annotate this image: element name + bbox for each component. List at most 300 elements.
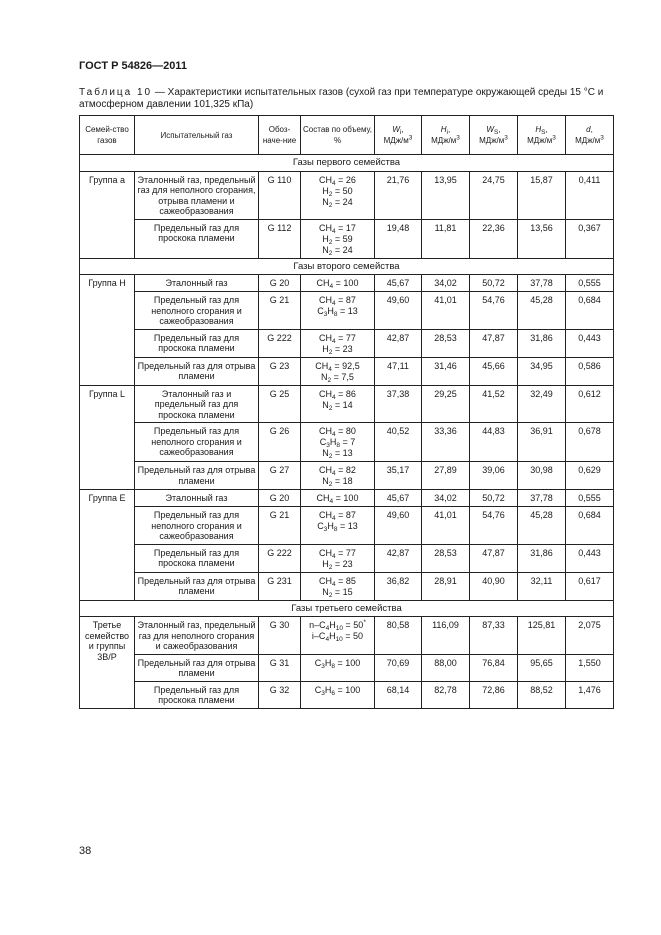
composition-part: 4 bbox=[332, 580, 336, 588]
composition-part: CH bbox=[315, 360, 329, 371]
value-hi: 41,01 bbox=[422, 507, 470, 545]
composition-part: 2 bbox=[328, 190, 333, 198]
composition-line bbox=[303, 631, 372, 642]
value-hi: 82,78 bbox=[422, 681, 470, 708]
value-hi: 88,00 bbox=[422, 654, 470, 681]
composition-part: 4 bbox=[332, 470, 336, 477]
table-row bbox=[80, 423, 614, 462]
gas-name: Предельный газ для неполного сгорания и сажеобразования bbox=[135, 507, 259, 545]
composition-part: CH bbox=[319, 465, 333, 475]
value-d: 0,684 bbox=[566, 292, 614, 330]
composition-part: = 14 bbox=[332, 399, 353, 410]
gas-name: Эталонный газ, предельный газ для неполного сгорания, отрыва пламени и сажеобразования bbox=[135, 171, 259, 219]
value-ws: 47,87 bbox=[470, 544, 518, 572]
gas-code: G 222 bbox=[259, 544, 301, 572]
value-wi: 36,82 bbox=[375, 572, 422, 600]
composition bbox=[301, 329, 375, 357]
value-wi: 42,87 bbox=[375, 544, 422, 572]
group-name: Группа а bbox=[80, 171, 135, 258]
composition-line bbox=[303, 295, 372, 306]
composition-line bbox=[303, 448, 372, 459]
value-d: 1,550 bbox=[566, 654, 614, 681]
composition bbox=[301, 171, 375, 219]
composition-part: C bbox=[319, 437, 327, 447]
composition-line bbox=[303, 426, 372, 437]
value-hi: 33,36 bbox=[422, 423, 470, 462]
composition-line bbox=[303, 245, 372, 256]
value-hs: 32,49 bbox=[518, 385, 566, 423]
table-row bbox=[80, 490, 614, 507]
composition-part: 2 bbox=[328, 591, 333, 599]
value-d: 0,612 bbox=[566, 385, 614, 423]
group-name: Группа E bbox=[80, 490, 135, 601]
composition-part: = 100 bbox=[334, 684, 361, 695]
family-title: Газы второго семейства bbox=[80, 258, 614, 275]
gas-code: G 25 bbox=[259, 385, 301, 423]
table-row bbox=[80, 617, 614, 655]
value-wi: 68,14 bbox=[375, 681, 422, 708]
table-row bbox=[80, 507, 614, 545]
composition-part: CH bbox=[319, 547, 333, 558]
composition-part: H bbox=[322, 185, 329, 196]
gas-name: Предельный газ для отрыва пламени bbox=[135, 654, 259, 681]
composition-part: i–C bbox=[311, 631, 326, 641]
composition-part: 4 bbox=[325, 636, 330, 643]
composition-part: CH bbox=[319, 174, 333, 185]
value-wi: 35,17 bbox=[375, 462, 422, 490]
composition-part: H bbox=[329, 620, 336, 630]
table-row bbox=[80, 572, 614, 600]
composition-part: N bbox=[322, 476, 329, 486]
composition-part: H bbox=[322, 343, 329, 354]
value-ws: 24,75 bbox=[470, 171, 518, 219]
gas-code: G 21 bbox=[259, 292, 301, 330]
value-hi: 27,89 bbox=[422, 462, 470, 490]
value-d: 0,411 bbox=[566, 171, 614, 219]
value-d: 0,443 bbox=[566, 329, 614, 357]
value-hi: 34,02 bbox=[422, 490, 470, 507]
composition-part: C bbox=[314, 657, 322, 668]
composition bbox=[301, 572, 375, 600]
composition-part: H bbox=[329, 631, 336, 641]
family-row bbox=[80, 155, 614, 172]
composition-part: 10 bbox=[335, 636, 343, 643]
gas-code: G 21 bbox=[259, 507, 301, 545]
value-hs: 37,78 bbox=[518, 275, 566, 292]
header-designation: Обоз-наче-ние bbox=[259, 116, 301, 155]
composition-line bbox=[303, 476, 372, 487]
composition-part: = 86 bbox=[335, 388, 356, 399]
gas-name: Предельный газ для отрыва пламени bbox=[135, 357, 259, 385]
composition-part: = 92,5 bbox=[331, 360, 360, 371]
composition-line bbox=[303, 278, 372, 289]
document-header: ГОСТ Р 54826—2011 bbox=[79, 60, 187, 72]
value-hs: 88,52 bbox=[518, 681, 566, 708]
value-hs: 125,81 bbox=[518, 617, 566, 655]
composition-line bbox=[303, 576, 372, 587]
composition-part: = 24 bbox=[332, 196, 353, 207]
composition-part: = 15 bbox=[332, 586, 353, 597]
composition-part: CH bbox=[319, 510, 333, 520]
gas-characteristics-table bbox=[79, 115, 614, 709]
table-row bbox=[80, 292, 614, 330]
value-hi: 28,91 bbox=[422, 572, 470, 600]
gas-code: G 112 bbox=[259, 219, 301, 258]
composition-part: = 50 bbox=[342, 631, 364, 641]
composition-line bbox=[303, 559, 372, 570]
composition-part: = 100 bbox=[333, 493, 359, 503]
gas-code: G 20 bbox=[259, 490, 301, 507]
family-row bbox=[80, 258, 614, 275]
value-hs: 37,78 bbox=[518, 490, 566, 507]
table-row bbox=[80, 219, 614, 258]
header-composition: Состав по объему, % bbox=[301, 116, 375, 155]
composition-line bbox=[303, 465, 372, 476]
value-ws: 50,72 bbox=[470, 275, 518, 292]
composition-line bbox=[303, 234, 372, 245]
value-hs: 13,56 bbox=[518, 219, 566, 258]
header-family: Семей-ство газов bbox=[80, 116, 135, 155]
value-ws: 87,33 bbox=[470, 617, 518, 655]
composition-line bbox=[303, 658, 372, 669]
composition-line bbox=[303, 223, 372, 234]
value-wi: 70,69 bbox=[375, 654, 422, 681]
gas-name: Эталонный газ и предельный газ для проскока пламени bbox=[135, 385, 259, 423]
composition-part: = 17 bbox=[335, 222, 356, 233]
gas-code: G 23 bbox=[259, 357, 301, 385]
value-hs: 15,87 bbox=[518, 171, 566, 219]
composition-part: N bbox=[322, 399, 329, 410]
value-hs: 32,11 bbox=[518, 572, 566, 600]
table-caption-text: — Характеристики испытательных газов (сухой газ при температуре окружающей среды 15 °С и атмосферном давлении 101,325 кПа) bbox=[79, 87, 604, 110]
composition bbox=[301, 219, 375, 258]
composition-line bbox=[303, 400, 372, 411]
group-name: Группа H bbox=[80, 275, 135, 386]
composition-part: 6 bbox=[331, 689, 335, 697]
value-ws: 39,06 bbox=[470, 462, 518, 490]
composition-part: 2 bbox=[328, 481, 333, 488]
composition-part: 2 bbox=[328, 404, 333, 412]
value-ws: 76,84 bbox=[470, 654, 518, 681]
composition-part: n–C bbox=[309, 620, 326, 630]
gas-name: Эталонный газ, предельный газ для неполного сгорания и сажеобразования bbox=[135, 617, 259, 655]
header-gas: Испытательный газ bbox=[135, 116, 259, 155]
composition-line bbox=[303, 186, 372, 197]
gas-code: G 32 bbox=[259, 681, 301, 708]
composition-part: H bbox=[322, 558, 329, 569]
header-wi: $W_i$, МДж/$м^3$ bbox=[375, 116, 422, 155]
composition-part: 4 bbox=[332, 393, 336, 401]
table-header-row bbox=[80, 116, 614, 155]
gas-name: Предельный газ для проскока пламени bbox=[135, 219, 259, 258]
composition-line bbox=[303, 372, 372, 383]
composition-part: 4 bbox=[329, 283, 334, 290]
composition-part: CH bbox=[319, 426, 333, 436]
value-hi: 31,46 bbox=[422, 357, 470, 385]
gas-name: Эталонный газ bbox=[135, 275, 259, 292]
value-d: 0,586 bbox=[566, 357, 614, 385]
value-hs: 30,98 bbox=[518, 462, 566, 490]
composition bbox=[301, 292, 375, 330]
value-wi: 42,87 bbox=[375, 329, 422, 357]
gas-code: G 20 bbox=[259, 275, 301, 292]
composition-part: N bbox=[321, 371, 328, 382]
composition-part: 4 bbox=[332, 552, 336, 560]
composition-part: 2 bbox=[328, 201, 333, 209]
composition-part: CH bbox=[316, 493, 330, 503]
composition bbox=[301, 462, 375, 490]
value-hs: 31,86 bbox=[518, 544, 566, 572]
family-title: Газы первого семейства bbox=[80, 155, 614, 172]
value-hi: 116,09 bbox=[422, 617, 470, 655]
value-wi: 40,52 bbox=[375, 423, 422, 462]
value-hi: 28,53 bbox=[422, 544, 470, 572]
composition-part: H bbox=[322, 233, 329, 244]
composition-part: 3 bbox=[323, 526, 328, 533]
composition-part: H bbox=[324, 684, 332, 695]
table-row bbox=[80, 357, 614, 385]
table-row bbox=[80, 681, 614, 708]
composition-part: 8 bbox=[331, 662, 335, 670]
gas-name: Предельный газ для неполного сгорания и сажеобразования bbox=[135, 423, 259, 462]
value-wi: 19,48 bbox=[375, 219, 422, 258]
composition-line bbox=[303, 437, 372, 448]
composition bbox=[301, 681, 375, 708]
composition-part: 4 bbox=[328, 365, 332, 373]
gas-code: G 30 bbox=[259, 617, 301, 655]
value-d: 0,555 bbox=[566, 490, 614, 507]
composition-part: N bbox=[322, 196, 329, 207]
composition-line bbox=[303, 333, 372, 344]
table-caption bbox=[79, 87, 619, 111]
composition-part: CH bbox=[319, 388, 333, 399]
family-row bbox=[80, 600, 614, 617]
value-hi: 29,25 bbox=[422, 385, 470, 423]
composition-part: 2 bbox=[328, 348, 333, 356]
value-ws: 54,76 bbox=[470, 507, 518, 545]
composition-line bbox=[303, 361, 372, 372]
composition bbox=[301, 423, 375, 462]
header-hs: $H_S$, МДж/$м^3$ bbox=[518, 116, 566, 155]
composition-part: H bbox=[327, 306, 334, 316]
value-hi: 13,95 bbox=[422, 171, 470, 219]
gas-code: G 26 bbox=[259, 423, 301, 462]
gas-code: G 110 bbox=[259, 171, 301, 219]
value-ws: 40,90 bbox=[470, 572, 518, 600]
value-d: 0,367 bbox=[566, 219, 614, 258]
composition-part: 4 bbox=[329, 498, 334, 505]
composition-part: = 7,5 bbox=[331, 371, 354, 382]
value-ws: 50,72 bbox=[470, 490, 518, 507]
table-row bbox=[80, 544, 614, 572]
value-d: 0,629 bbox=[566, 462, 614, 490]
composition-line bbox=[303, 175, 372, 186]
composition bbox=[301, 654, 375, 681]
table-row bbox=[80, 171, 614, 219]
value-ws: 72,86 bbox=[470, 681, 518, 708]
composition-part: = 13 bbox=[337, 521, 358, 531]
header-d: d, МДж/$м^3$ bbox=[566, 116, 614, 155]
header-hi: $H_i$, МДж/$м^3$ bbox=[422, 116, 470, 155]
composition-line bbox=[303, 548, 372, 559]
composition-part: H bbox=[329, 437, 337, 447]
composition-part: 4 bbox=[332, 431, 336, 438]
table-row bbox=[80, 654, 614, 681]
value-hs: 34,95 bbox=[518, 357, 566, 385]
table-body bbox=[80, 155, 614, 709]
composition-part: = 87 bbox=[335, 510, 356, 520]
gas-name: Предельный газ для отрыва пламени bbox=[135, 572, 259, 600]
composition-line bbox=[303, 344, 372, 355]
composition-part: = 85 bbox=[335, 575, 356, 586]
gas-name: Предельный газ для проскока пламени bbox=[135, 544, 259, 572]
composition-part: = 77 bbox=[335, 547, 356, 558]
table-row bbox=[80, 462, 614, 490]
value-wi: 37,38 bbox=[375, 385, 422, 423]
composition-line bbox=[303, 389, 372, 400]
value-ws: 54,76 bbox=[470, 292, 518, 330]
composition-part: H bbox=[324, 657, 332, 668]
composition-line bbox=[303, 587, 372, 598]
value-d: 2,075 bbox=[566, 617, 614, 655]
composition-part: * bbox=[363, 619, 366, 626]
composition-part: = 18 bbox=[332, 476, 353, 486]
group-name: Третье семейство и группы 3В/Р bbox=[80, 617, 135, 709]
value-wi: 45,67 bbox=[375, 275, 422, 292]
composition bbox=[301, 490, 375, 507]
composition-part: CH bbox=[319, 332, 333, 343]
composition-part: = 24 bbox=[332, 244, 353, 255]
group-name: Группа L bbox=[80, 385, 135, 490]
composition-part: CH bbox=[316, 278, 330, 288]
composition-part: H bbox=[327, 521, 334, 531]
family-title: Газы третьего семейства bbox=[80, 600, 614, 617]
composition-part: = 77 bbox=[335, 332, 356, 343]
value-d: 1,476 bbox=[566, 681, 614, 708]
composition-part: 3 bbox=[326, 442, 330, 449]
composition-part: 8 bbox=[333, 526, 338, 533]
gas-name: Предельный газ для неполного сгорания и сажеобразования bbox=[135, 292, 259, 330]
composition-line bbox=[303, 510, 372, 521]
composition bbox=[301, 617, 375, 655]
value-hi: 11,81 bbox=[422, 219, 470, 258]
composition-part: 8 bbox=[336, 442, 340, 449]
composition-part: N bbox=[322, 244, 329, 255]
composition bbox=[301, 544, 375, 572]
value-wi: 21,76 bbox=[375, 171, 422, 219]
header-ws: $W_S$, МДж/$м^3$ bbox=[470, 116, 518, 155]
composition-part: = 7 bbox=[339, 437, 356, 447]
value-wi: 49,60 bbox=[375, 507, 422, 545]
composition-part: 2 bbox=[328, 563, 333, 571]
composition-line bbox=[303, 521, 372, 532]
gas-name: Предельный газ для проскока пламени bbox=[135, 681, 259, 708]
table-row bbox=[80, 275, 614, 292]
composition-part: 3 bbox=[321, 689, 325, 697]
composition-part: = 23 bbox=[332, 558, 353, 569]
value-hs: 45,28 bbox=[518, 507, 566, 545]
value-d: 0,678 bbox=[566, 423, 614, 462]
composition-part: = 80 bbox=[335, 426, 356, 436]
composition-part: 2 bbox=[328, 238, 333, 246]
composition-part: = 26 bbox=[335, 174, 356, 185]
composition-part: CH bbox=[319, 575, 333, 586]
value-hs: 36,91 bbox=[518, 423, 566, 462]
value-wi: 47,11 bbox=[375, 357, 422, 385]
composition-line bbox=[303, 685, 372, 696]
gas-name: Эталонный газ bbox=[135, 490, 259, 507]
composition-part: = 82 bbox=[335, 465, 356, 475]
composition-part: 2 bbox=[328, 453, 333, 460]
value-d: 0,443 bbox=[566, 544, 614, 572]
table-caption-prefix: Таблица 10 bbox=[79, 87, 153, 98]
composition-part: N bbox=[322, 586, 329, 597]
composition bbox=[301, 275, 375, 292]
composition-part: = 13 bbox=[337, 306, 358, 316]
composition-part: 4 bbox=[332, 337, 336, 345]
composition-part: 4 bbox=[332, 515, 336, 522]
composition bbox=[301, 385, 375, 423]
composition-part: C bbox=[317, 306, 324, 316]
composition-part: = 50 bbox=[332, 185, 353, 196]
value-hs: 45,28 bbox=[518, 292, 566, 330]
value-wi: 80,58 bbox=[375, 617, 422, 655]
value-ws: 47,87 bbox=[470, 329, 518, 357]
composition-part: 2 bbox=[327, 376, 332, 384]
value-d: 0,617 bbox=[566, 572, 614, 600]
gas-code: G 231 bbox=[259, 572, 301, 600]
composition-part: = 87 bbox=[335, 295, 356, 305]
composition bbox=[301, 507, 375, 545]
value-hi: 34,02 bbox=[422, 275, 470, 292]
value-ws: 45,66 bbox=[470, 357, 518, 385]
gas-code: G 222 bbox=[259, 329, 301, 357]
composition-part: 2 bbox=[328, 249, 333, 257]
composition-line bbox=[303, 306, 372, 317]
composition-part: 4 bbox=[332, 227, 336, 235]
composition-part: = 100 bbox=[333, 278, 359, 288]
composition-line bbox=[303, 620, 372, 631]
table-row bbox=[80, 329, 614, 357]
composition-part: 3 bbox=[321, 662, 325, 670]
composition-part: 10 bbox=[335, 625, 344, 632]
composition-part: CH bbox=[319, 295, 333, 305]
gas-code: G 27 bbox=[259, 462, 301, 490]
gas-name: Предельный газ для проскока пламени bbox=[135, 329, 259, 357]
composition-part: CH bbox=[319, 222, 333, 233]
value-hs: 31,86 bbox=[518, 329, 566, 357]
composition-line bbox=[303, 197, 372, 208]
composition bbox=[301, 357, 375, 385]
composition-part: = 13 bbox=[332, 448, 353, 458]
composition-part: C bbox=[317, 521, 324, 531]
page-number: 38 bbox=[79, 845, 92, 857]
composition-part: 4 bbox=[332, 179, 336, 187]
composition-part: = 100 bbox=[334, 657, 361, 668]
value-ws: 44,83 bbox=[470, 423, 518, 462]
composition-part: = 23 bbox=[332, 343, 353, 354]
composition-part: = 59 bbox=[332, 233, 353, 244]
table-row bbox=[80, 385, 614, 423]
composition-part: 4 bbox=[332, 300, 336, 307]
composition-part: N bbox=[322, 448, 329, 458]
composition-part: 4 bbox=[325, 625, 330, 632]
value-ws: 22,36 bbox=[470, 219, 518, 258]
value-wi: 49,60 bbox=[375, 292, 422, 330]
composition-part: = 50 bbox=[343, 620, 364, 630]
value-hi: 41,01 bbox=[422, 292, 470, 330]
value-hs: 95,65 bbox=[518, 654, 566, 681]
